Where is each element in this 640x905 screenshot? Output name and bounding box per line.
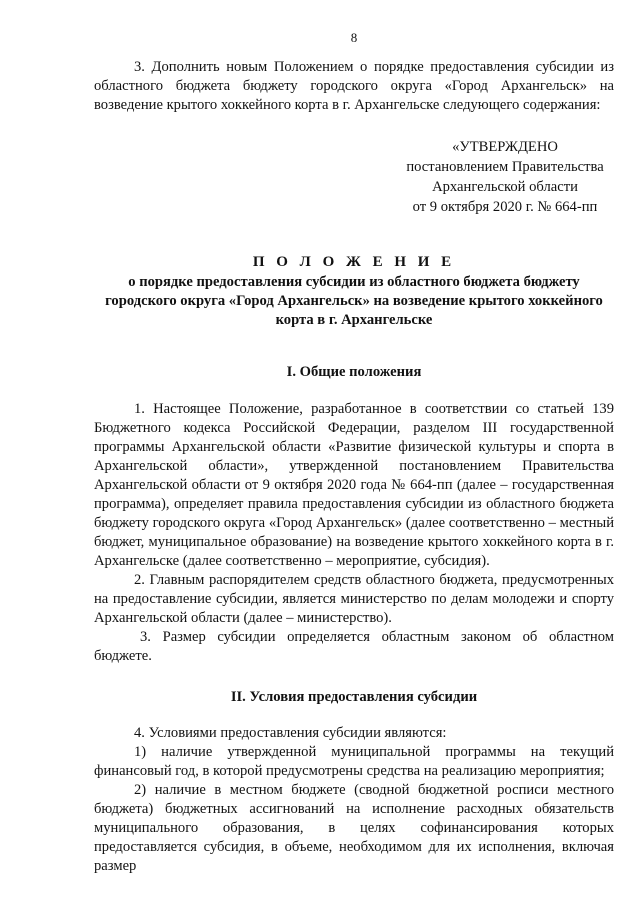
document-page (94, 30, 614, 876)
approval-line-1: «УТВЕРЖДЕНО (452, 139, 558, 155)
section-1-paragraph-1: 1. Настоящее Положение, разработанное в соответствии со статьей 139 Бюджетного кодекса Российской Федерации, разделом III государственной программы Архангельской области «Развитие физической культуры и спорта в Архангельской области», утвержденной постановлением Правительства Архангельской области от 9 октября 2020 года № 664-пп (далее – государственная программа), определяет правила предоставления субсидии из областного бюджета бюджету городского округа «Город Архангельск» (далее соответственно – местный бюджет, муниципальное образование) на возведение крытого хоккейного корта в г. Архангельске (далее соответственно – мероприятие, субсидия). (94, 401, 614, 569)
section-2-paragraph-2: 1) наличие утвержденной муниципальной программы на текущий финансовый год, в которой предусмотрены средства на реализацию мероприятия; (94, 744, 614, 779)
section-2-heading: II. Условия предоставления субсидии (230, 689, 478, 705)
section-1-paragraph-3: 3. Размер субсидии определяется областным законом об областном бюджете. (94, 629, 614, 664)
section-1-paragraph-2: 2. Главным распорядителем средств областного бюджета, предусмотренных на предоставление субсидии, является министерство по делам молодежи и спорту Архангельской области (далее – министерство). (94, 572, 614, 626)
section-1-heading: I. Общие положения (286, 364, 422, 380)
approval-stamp (396, 137, 614, 217)
intro-paragraph: 3. Дополнить новым Положением о порядке предоставления субсидии из областного бюджета бюджету городского округа «Город Архангельск» на возведение крытого хоккейного корта в г. Архангельске следующего содержания: (94, 59, 614, 113)
approval-line-3: Архангельской области (432, 179, 578, 195)
approval-line-2: постановлением Правительства (406, 159, 604, 175)
page-number: 8 (350, 30, 358, 45)
document-subtitle: о порядке предоставления субсидии из областного бюджета бюджету городского округа «Город Архангельск» на возведение крытого хоккейного корта в г. Архангельске (105, 274, 603, 328)
section-2-paragraph-1: 4. Условиями предоставления субсидии являются: (134, 725, 447, 741)
approval-line-4: от 9 октября 2020 г. № 664-пп (412, 199, 598, 215)
section-2-paragraph-3: 2) наличие в местном бюджете (сводной бюджетной росписи местного бюджета) бюджетных ассигнований на исполнение расходных обязательств муниципального образования, в целях софинансирования которых предоставляется субсидия, в объеме, необходимом для их исполнения, включая размер (94, 782, 614, 874)
document-title: П О Л О Ж Е Н И Е (252, 254, 456, 270)
